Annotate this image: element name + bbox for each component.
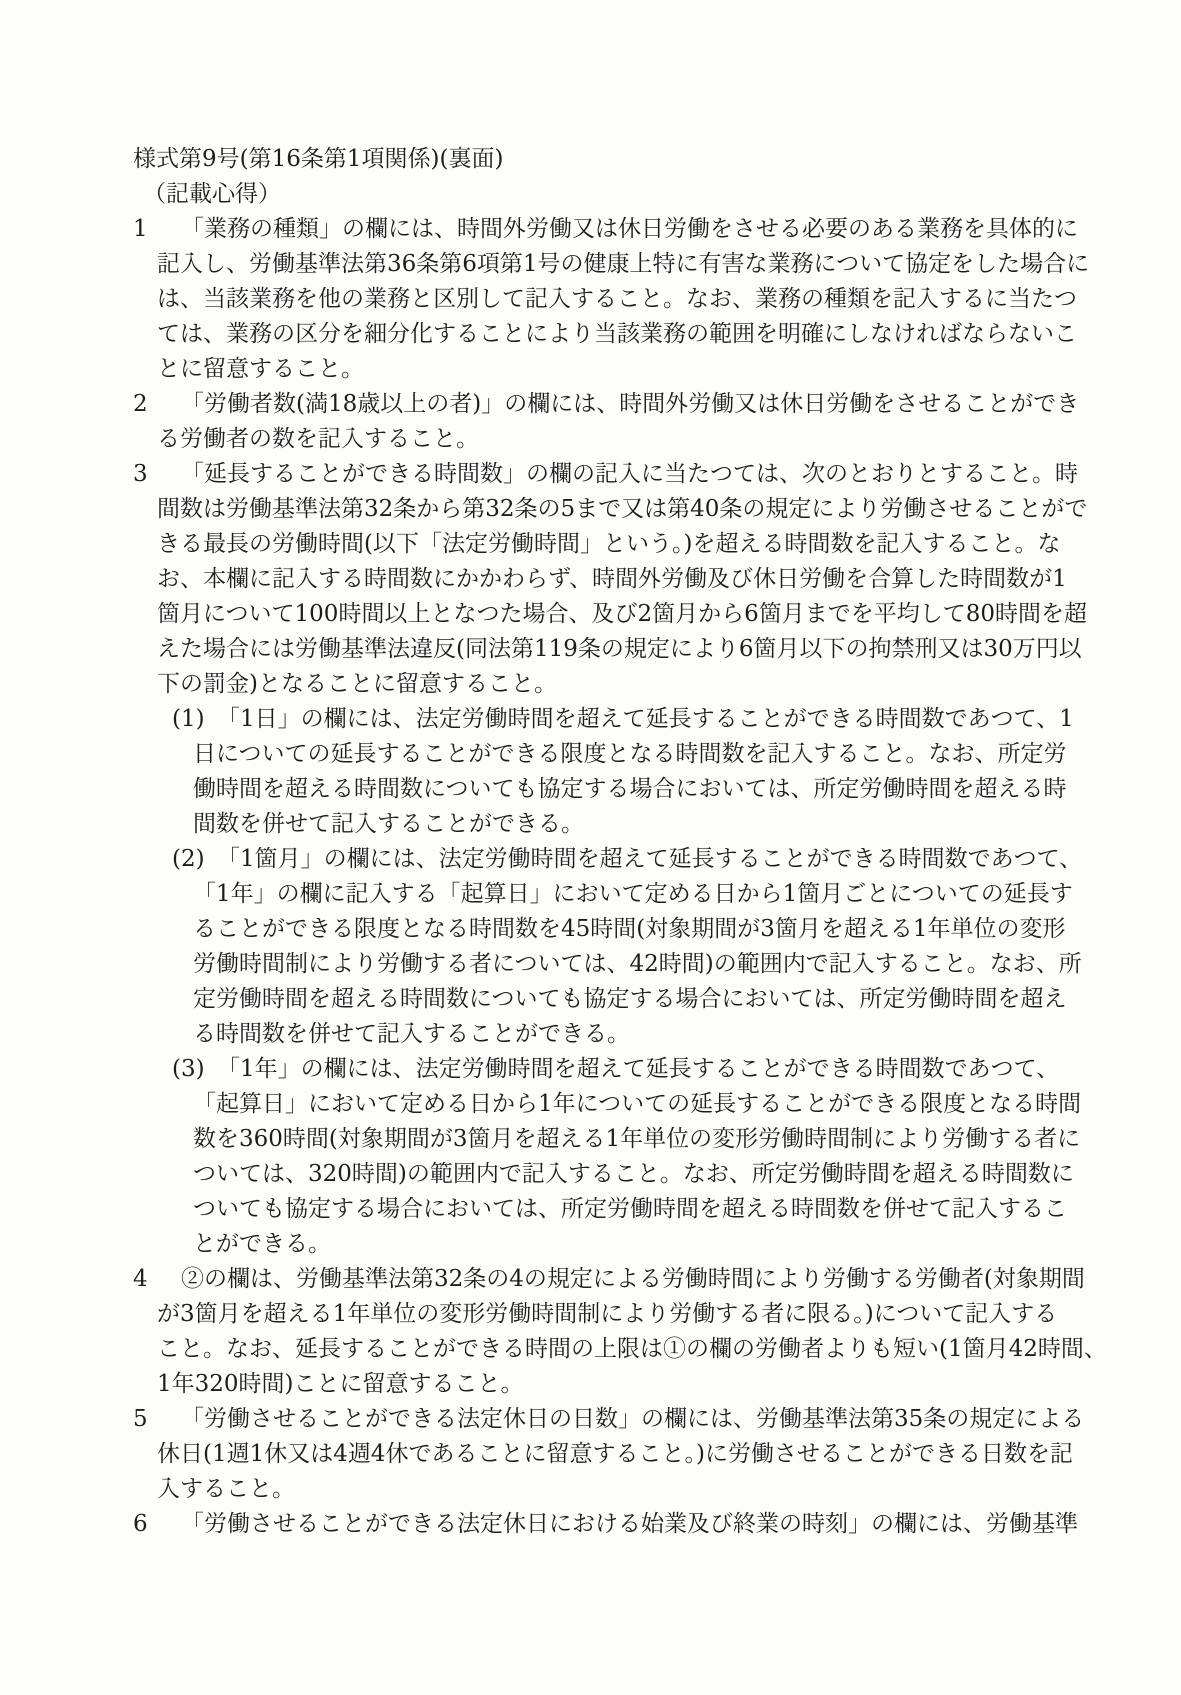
item-text: 「1箇月」の欄には、法定労働時間を超えて延長することができる時間数であつて、 [217,846,1083,872]
item-number: 5 [133,1406,148,1432]
sub-item-continuation: 「1年」の欄に記入する「起算日」において定める日から1箇月ごとについての延長す [193,881,1073,907]
sub-item-continuation: 「起算日」において定める日から1年についての延長することができる限度となる時間 [193,1091,1082,1117]
list-item-continuation: 箇月について100時間以上となつた場合、及び2箇月から6箇月までを平均して80時間を超 [157,601,1087,627]
list-item-continuation: 休日(1週1休又は4週4休であることに留意すること。)に労働させることができる日数を記 [157,1441,1073,1467]
list-item-continuation: 入すること。 [157,1476,295,1502]
sub-item-continuation: ついても協定する場合においては、所定労働時間を超える時間数を併せて記入するこ [193,1196,1067,1222]
list-item-continuation: お、本欄に記入する時間数にかかわらず、時間外労働及び休日労働を合算した時間数が1 [157,566,1067,592]
item-text: 「労働させることができる法定休日の日数」の欄には、労働基準法第35条の規定による [181,1406,1085,1432]
list-item-continuation: こと。なお、延長することができる時間の上限は①の欄の労働者よりも短い(1箇月42時間、 [157,1336,1107,1362]
list-item-continuation: 記入し、労働基準法第36条第6項第1号の健康上特に有害な業務について協定をした場合に [157,251,1090,277]
sub-item-continuation: る時間数を併せて記入することができる。 [193,1021,630,1047]
sub-item-continuation: ついては、320時間)の範囲内で記入すること。なお、所定労働時間を超える時間数に [193,1161,1074,1187]
item-number: 3 [133,461,148,487]
sub-item-first-line [172,842,1133,877]
item-text: 「労働させることができる法定休日における始業及び終業の時刻」の欄には、労働基準 [181,1511,1078,1537]
list-item-continuation: 下の罰金)となることに留意すること。 [157,671,557,697]
list-item-continuation: ては、業務の区分を細分化することにより当該業務の範囲を明確にしなければならないこ [157,321,1077,347]
list-item-first-line [133,1507,1133,1542]
document-body [133,142,1133,1542]
item-text: 「1日」の欄には、法定労働時間を超えて延長することができる時間数であつて、1 [217,706,1074,732]
sub-item-continuation: 労働時間制により労働する者については、42時間)の範囲内で記入すること。なお、所 [193,951,1082,977]
list-item-continuation: は、当該業務を他の業務と区別して記入すること。なお、業務の種類を記入するに当たつ [157,286,1077,312]
list-item-first-line [133,1262,1133,1297]
item-text: 「延長することができる時間数」の欄の記入に当たつては、次のとおりとすること。時 [181,461,1078,487]
list-item-first-line [133,212,1133,247]
sub-item-continuation: 定労働時間を超える時間数についても協定する場合においては、所定労働時間を超え [193,986,1067,1012]
list-item-continuation: とに留意すること。 [157,356,364,382]
item-number: 1 [133,216,148,242]
list-item-continuation: きる最長の労働時間(以下「法定労働時間」という。)を超える時間数を記入すること。な [157,531,1061,557]
notes-heading: （記載心得） [143,181,281,207]
list-item-first-line [133,457,1133,492]
item-number: 6 [133,1511,148,1537]
item-number: 2 [133,391,148,417]
list-item-continuation: えた場合には労働基準法違反(同法第119条の規定により6箇月以下の拘禁刑又は30万円以 [157,636,1082,662]
item-number: (2) [172,846,205,872]
sub-item-continuation: 間数を併せて記入することができる。 [193,811,584,837]
sub-item-first-line [172,702,1133,737]
item-text: 「労働者数(満18歳以上の者)」の欄には、時間外労働又は休日労働をさせることができ [181,391,1080,417]
item-text: 「業務の種類」の欄には、時間外労働又は休日労働をさせる必要のある業務を具体的に [181,216,1078,242]
list-item-continuation: 間数は労働基準法第32条から第32条の5まで又は第40条の規定により労働させることがで [157,496,1088,522]
item-text: 「1年」の欄には、法定労働時間を超えて延長することができる時間数であつて、 [217,1056,1060,1082]
list-item-continuation: が3箇月を超える1年単位の変形労働時間制により労働する者に限る。)について記入する [157,1301,1058,1327]
sub-item-continuation: ることができる限度となる時間数を45時間(対象期間が3箇月を超える1年単位の変形 [193,916,1066,942]
form-title: 様式第9号(第16条第1項関係)(裏面) [133,146,504,172]
list-item-first-line [133,387,1133,422]
item-number: (1) [172,706,205,732]
sub-item-first-line [172,1052,1133,1087]
item-number: 4 [133,1266,148,1292]
item-number: (3) [172,1056,205,1082]
list-item-first-line [133,1402,1133,1437]
sub-item-continuation: 日についての延長することができる限度となる時間数を記入すること。なお、所定労 [193,741,1067,767]
sub-item-continuation: とができる。 [193,1231,331,1257]
list-item-continuation: 1年320時間)ことに留意すること。 [157,1371,524,1397]
sub-item-continuation: 数を360時間(対象期間が3箇月を超える1年単位の変形労働時間制により労働する者に [193,1126,1081,1152]
list-item-continuation: る労働者の数を記入すること。 [157,426,479,452]
item-text: ②の欄は、労働基準法第32条の4の規定による労働時間により労働する労働者(対象期間 [181,1266,1085,1292]
sub-item-continuation: 働時間を超える時間数についても協定する場合においては、所定労働時間を超える時 [193,776,1067,802]
